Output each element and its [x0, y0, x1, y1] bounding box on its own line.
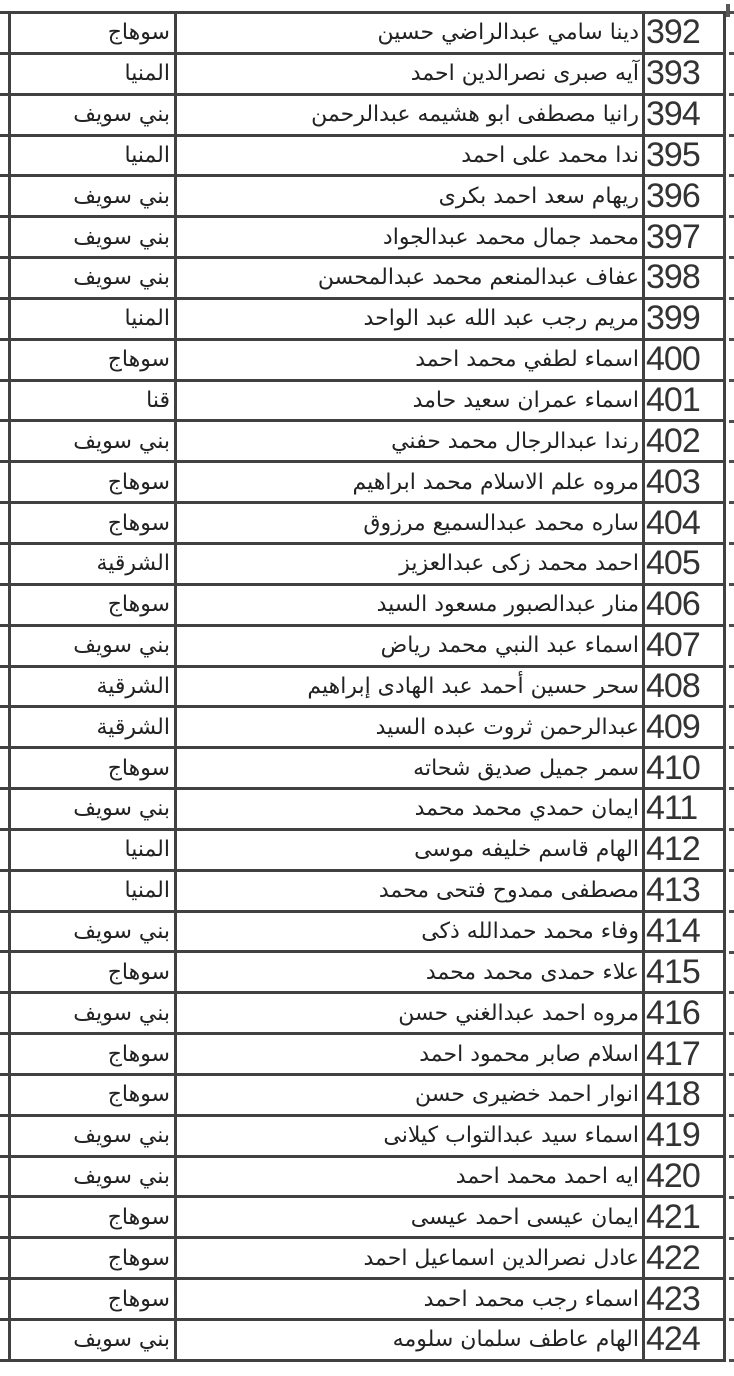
governorate-cell: سوهاج: [11, 1198, 177, 1236]
scan-artifact-dash: [729, 991, 734, 994]
scan-artifact-dash: [729, 460, 734, 463]
row-number-cell: 401: [646, 381, 700, 420]
table-row: [0, 14, 723, 55]
person-name-cell: اسماء عمران سعيد حامد: [177, 382, 645, 420]
governorate-cell: بني سويف: [11, 422, 177, 460]
person-name-cell: ريهام سعد احمد بكرى: [177, 177, 645, 215]
cutoff-sliver-cell: [0, 1280, 11, 1318]
cutoff-sliver-cell: [0, 218, 11, 256]
table-row: [0, 382, 723, 423]
table-row: [0, 1321, 723, 1362]
governorate-cell: سوهاج: [11, 1239, 177, 1277]
person-name-cell: منار عبدالصبور مسعود السيد: [177, 586, 645, 624]
governorate-cell: بني سويف: [11, 790, 177, 828]
table-row: [0, 1035, 723, 1076]
cutoff-sliver-cell: [0, 504, 11, 542]
governorate-cell: بني سويف: [11, 259, 177, 297]
scan-artifact-dash: [729, 11, 734, 14]
row-number-cell: 421: [646, 1198, 700, 1236]
person-name-cell: محمد جمال محمد عبدالجواد: [177, 218, 645, 256]
person-name-cell: اسلام صابر محمود احمد: [177, 1035, 645, 1073]
person-name-cell: احمد محمد زكى عبدالعزيز: [177, 545, 645, 583]
governorate-cell: بني سويف: [11, 177, 177, 215]
cutoff-sliver-cell: [0, 1198, 11, 1236]
row-number-cell: 416: [646, 994, 700, 1032]
scan-artifact-dash: [729, 1032, 734, 1035]
table-row: [0, 790, 723, 831]
person-name-cell: اسماء رجب محمد احمد: [177, 1280, 645, 1318]
cutoff-sliver-cell: [0, 177, 11, 215]
row-number-cell: 399: [646, 299, 700, 338]
scan-artifact-dash: [729, 297, 734, 300]
scan-artifact-dash: [729, 583, 734, 586]
row-number-cell: 420: [646, 1157, 700, 1196]
table-row: [0, 96, 723, 137]
table-row: [0, 1198, 723, 1239]
scan-artifact-dash: [729, 910, 734, 913]
scan-artifact-dash: [729, 420, 734, 423]
person-name-cell: دينا سامي عبدالراضي حسين: [177, 14, 645, 52]
table-row: [0, 341, 723, 382]
governorate-cell: بني سويف: [11, 994, 177, 1032]
row-number-cell: 404: [646, 504, 700, 542]
person-name-cell: عادل نصرالدين اسماعيل احمد: [177, 1239, 645, 1277]
table-row: [0, 872, 723, 913]
scan-artifact-dash: [729, 1277, 734, 1280]
scan-artifact-dash: [729, 1237, 734, 1240]
row-number-cell: 405: [646, 544, 700, 583]
row-number-cell: 415: [646, 953, 700, 991]
cutoff-sliver-cell: [0, 790, 11, 828]
person-name-cell: ايه احمد محمد احمد: [177, 1158, 645, 1196]
row-number-cell: 417: [646, 1035, 700, 1073]
table-row: [0, 1076, 723, 1117]
cutoff-sliver-cell: [0, 1158, 11, 1196]
scan-artifact-dash: [729, 215, 734, 218]
cutoff-sliver-cell: [0, 1035, 11, 1073]
cutoff-sliver-cell: [0, 586, 11, 624]
governorate-cell: المنيا: [11, 55, 177, 93]
cutoff-sliver-cell: [0, 749, 11, 787]
cutoff-sliver-cell: [0, 708, 11, 746]
governorate-cell: بني سويف: [11, 1321, 177, 1359]
table-row: [0, 586, 723, 627]
table-row: [0, 463, 723, 504]
governorate-cell: بني سويف: [11, 1158, 177, 1196]
row-number-cell: 412: [646, 830, 700, 869]
governorate-cell: سوهاج: [11, 1280, 177, 1318]
person-name-cell: ساره محمد عبدالسميع مرزوق: [177, 504, 645, 542]
table-row: [0, 177, 723, 218]
person-name-cell: رانيا مصطفى ابو هشيمه عبدالرحمن: [177, 96, 645, 134]
table-row: [0, 1280, 723, 1321]
cutoff-sliver-cell: [0, 14, 11, 52]
scan-artifact-dash: [729, 542, 734, 545]
cutoff-sliver-cell: [0, 994, 11, 1032]
scan-artifact-dash: [729, 1073, 734, 1076]
scan-artifact-dash: [729, 705, 734, 708]
person-name-cell: مروه احمد عبدالغني حسن: [177, 994, 645, 1032]
cutoff-sliver-cell: [0, 1117, 11, 1155]
scan-artifact-dash: [729, 338, 734, 341]
person-name-cell: مصطفى ممدوح فتحى محمد: [177, 872, 645, 910]
person-name-cell: عبدالرحمن ثروت عبده السيد: [177, 708, 645, 746]
person-name-cell: الهام قاسم خليفه موسى: [177, 831, 645, 869]
scan-artifact-dash: [729, 746, 734, 749]
governorate-cell: بني سويف: [11, 1117, 177, 1155]
scan-artifact-dash: [729, 1359, 734, 1362]
row-number-cell: 418: [646, 1075, 700, 1114]
governorate-cell: سوهاج: [11, 341, 177, 379]
person-name-cell: ايمان عيسى احمد عيسى: [177, 1198, 645, 1236]
governorate-cell: المنيا: [11, 872, 177, 910]
row-number-cell: 411: [646, 790, 698, 828]
table-row: [0, 504, 723, 545]
cutoff-sliver-cell: [0, 1076, 11, 1114]
governorate-cell: المنيا: [11, 300, 177, 338]
scan-artifact-dash: [729, 256, 734, 259]
governorate-cell: سوهاج: [11, 1035, 177, 1073]
scan-artifact-dash: [729, 1155, 734, 1158]
cutoff-sliver-cell: [0, 545, 11, 583]
governorate-cell: سوهاج: [11, 504, 177, 542]
person-name-cell: وفاء محمد حمدالله ذكى: [177, 913, 645, 951]
person-name-cell: آيه صبرى نصرالدين احمد: [177, 55, 645, 93]
table-row: [0, 55, 723, 96]
table-row: [0, 218, 723, 259]
cutoff-sliver-cell: [0, 300, 11, 338]
governorate-cell: سوهاج: [11, 586, 177, 624]
row-number-cell: 423: [646, 1280, 700, 1318]
scan-artifact-dash: [729, 1196, 734, 1199]
scan-artifact-dash: [729, 624, 734, 627]
cutoff-sliver-cell: [0, 341, 11, 379]
scan-artifact-dash: [729, 665, 734, 668]
row-number-cell: 394: [646, 95, 700, 134]
person-name-cell: ندا محمد على احمد: [177, 137, 645, 175]
table-row: [0, 259, 723, 300]
person-name-cell: رندا عبدالرجال محمد حفني: [177, 422, 645, 460]
row-number-cell: 410: [646, 749, 700, 787]
names-roster-table: [0, 11, 726, 1362]
governorate-cell: سوهاج: [11, 953, 177, 991]
table-row: [0, 994, 723, 1035]
governorate-cell: بني سويف: [11, 627, 177, 665]
table-row: [0, 1117, 723, 1158]
cutoff-sliver-cell: [0, 259, 11, 297]
scan-artifact-dash: [729, 787, 734, 790]
person-name-cell: اسماء سيد عبدالتواب كيلانى: [177, 1117, 645, 1155]
table-row: [0, 953, 723, 994]
scan-artifact-dash: [729, 501, 734, 504]
scan-artifact-dash: [729, 379, 734, 382]
table-row: [0, 545, 723, 586]
person-name-cell: ايمان حمدي محمد محمد: [177, 790, 645, 828]
table-row: [0, 831, 723, 872]
cutoff-sliver-cell: [0, 96, 11, 134]
row-number-cell: 409: [646, 708, 700, 746]
row-number-cell: 413: [646, 871, 700, 910]
person-name-cell: الهام عاطف سلمان سلومه: [177, 1321, 645, 1359]
governorate-cell: سوهاج: [11, 749, 177, 787]
person-name-cell: مروه علم الاسلام محمد ابراهيم: [177, 463, 645, 501]
table-row: [0, 627, 723, 668]
cutoff-sliver-cell: [0, 831, 11, 869]
cutoff-sliver-cell: [0, 422, 11, 460]
governorate-cell: سوهاج: [11, 463, 177, 501]
person-name-cell: اسماء لطفي محمد احمد: [177, 341, 645, 379]
governorate-cell: بني سويف: [11, 96, 177, 134]
cutoff-sliver-cell: [0, 668, 11, 706]
table-row: [0, 137, 723, 178]
row-number-cell: 397: [646, 218, 700, 256]
person-name-cell: اسماء عبد النبي محمد رياض: [177, 627, 645, 665]
scan-artifact-dash: [729, 828, 734, 831]
cutoff-sliver-cell: [0, 627, 11, 665]
cutoff-sliver-cell: [0, 55, 11, 93]
row-number-cell: 395: [646, 136, 700, 174]
governorate-cell: سوهاج: [11, 14, 177, 52]
governorate-cell: قنا: [11, 382, 177, 420]
row-number-cell: 419: [646, 1116, 700, 1155]
row-number-cell: 407: [646, 626, 700, 665]
table-row: [0, 668, 723, 709]
cutoff-sliver-cell: [0, 1321, 11, 1359]
cutoff-sliver-cell: [0, 1239, 11, 1277]
table-row: [0, 422, 723, 463]
person-name-cell: سمر جميل صديق شحاته: [177, 749, 645, 787]
scan-artifact-dash: [729, 93, 734, 96]
row-number-cell: 402: [646, 422, 700, 460]
cutoff-sliver-cell: [0, 872, 11, 910]
governorate-cell: الشرقية: [11, 708, 177, 746]
person-name-cell: سحر حسين أحمد عبد الهادى إبراهيم: [177, 668, 645, 706]
governorate-cell: الشرقية: [11, 545, 177, 583]
scan-artifact-dash: [729, 52, 734, 55]
governorate-cell: بني سويف: [11, 913, 177, 951]
row-number-cell: 396: [646, 177, 700, 215]
table-row: [0, 1239, 723, 1280]
governorate-cell: الشرقية: [11, 668, 177, 706]
governorate-cell: سوهاج: [11, 1076, 177, 1114]
person-name-cell: مريم رجب عبد الله عبد الواحد: [177, 300, 645, 338]
row-number-cell: 392: [646, 14, 700, 52]
governorate-cell: المنيا: [11, 831, 177, 869]
scan-artifact-dash: [729, 1114, 734, 1117]
person-name-cell: علاء حمدى محمد محمد: [177, 953, 645, 991]
row-number-cell: 400: [646, 340, 700, 379]
row-number-cell: 398: [646, 259, 700, 297]
row-number-cell: 424: [646, 1321, 700, 1359]
row-number-cell: 403: [646, 463, 700, 501]
row-number-cell: 406: [646, 585, 700, 624]
row-number-cell: 393: [646, 54, 700, 93]
table-row: [0, 749, 723, 790]
row-number-cell: 414: [646, 912, 700, 950]
scan-artifact-dash: [729, 869, 734, 872]
cutoff-sliver-cell: [0, 953, 11, 991]
cutoff-sliver-cell: [0, 137, 11, 175]
scan-artifact-dash: [729, 134, 734, 137]
row-number-cell: 408: [646, 667, 700, 705]
cutoff-sliver-cell: [0, 463, 11, 501]
scan-artifact-dash: [729, 951, 734, 954]
cutoff-sliver-cell: [0, 913, 11, 951]
scan-artifact-dash: [729, 174, 734, 177]
table-row: [0, 708, 723, 749]
person-name-cell: انوار احمد خضيرى حسن: [177, 1076, 645, 1114]
table-row: [0, 300, 723, 341]
governorate-cell: المنيا: [11, 137, 177, 175]
table-row: [0, 913, 723, 954]
row-number-cell: 422: [646, 1239, 700, 1277]
governorate-cell: بني سويف: [11, 218, 177, 256]
scan-artifact-dash: [729, 1318, 734, 1321]
cutoff-sliver-cell: [0, 382, 11, 420]
person-name-cell: عفاف عبدالمنعم محمد عبدالمحسن: [177, 259, 645, 297]
table-row: [0, 1158, 723, 1199]
